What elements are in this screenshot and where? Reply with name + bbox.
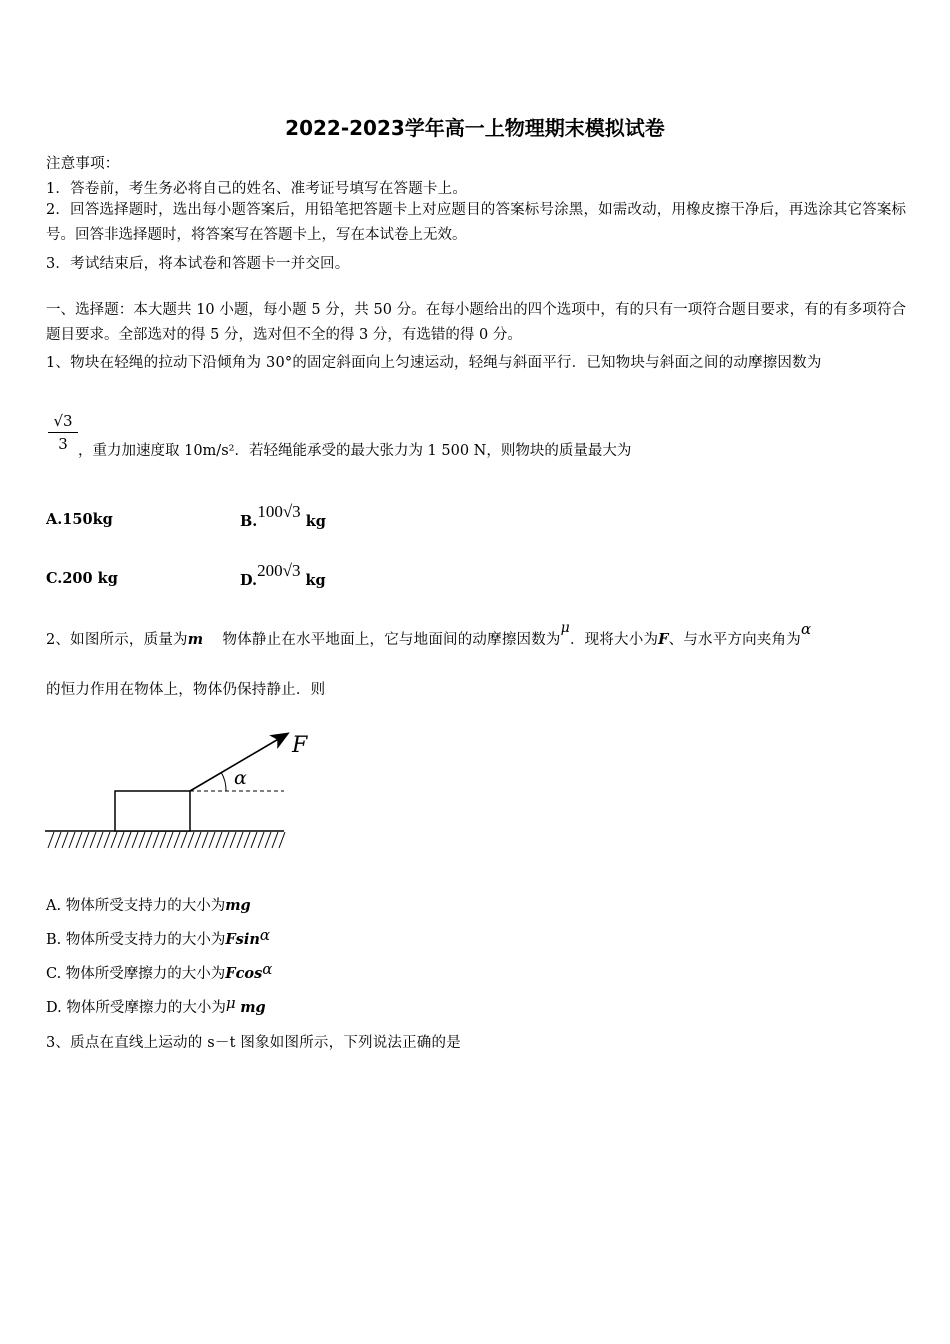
choice-b-text: B. 物体所受支持力的大小为 <box>46 932 226 948</box>
ground-hatch-mark <box>202 832 208 848</box>
ground-hatch-mark <box>265 832 271 848</box>
ground-hatch-mark <box>69 832 75 848</box>
choice-c-alpha: α <box>262 960 273 978</box>
ground-hatch-mark <box>237 832 243 848</box>
q2-mu-symbol: μ <box>560 620 570 636</box>
ground-hatch-mark <box>209 832 215 848</box>
option-d-value: 200√3 <box>257 561 301 580</box>
ground-hatch-mark <box>62 832 68 848</box>
choice-b-alpha: α <box>259 926 271 944</box>
ground-hatch-mark <box>188 832 194 848</box>
q2-stem-part-c: ．现将大小为 <box>569 632 659 648</box>
question-1-stem-continued <box>78 439 631 460</box>
ground-hatch-mark <box>167 832 173 848</box>
choice-b <box>46 928 270 949</box>
option-b-value: 100√3 <box>257 502 301 521</box>
question-2-stem-line2: 的恒力作用在物体上，物体仍保持静止．则 <box>46 682 326 698</box>
ground-hatch-mark <box>111 832 117 848</box>
ground-hatch-mark <box>139 832 145 848</box>
q2-stem-part-d: 、与水平方向夹角为 <box>668 632 801 648</box>
choice-b-math: Fsin <box>225 931 260 948</box>
friction-coefficient-fraction <box>48 412 78 453</box>
notice-item-2: 2．回答选择题时，选出每小题答案后，用铅笔把答题卡上对应题目的答案标号涂黑，如需改动，用橡皮擦干净后，再选涂其它答案标号。回答非选择题时，将答案写在答题卡上，写在本试卷上无效。 <box>46 202 906 243</box>
fraction-numerator: √3 <box>48 412 78 433</box>
ground-hatch-mark <box>48 832 54 848</box>
q2-force-symbol: F <box>658 631 669 648</box>
angle-arc <box>221 772 226 791</box>
question-3-stem: 3、质点在直线上运动的 s－t 图象如图所示，下列说法正确的是 <box>46 1035 461 1051</box>
ground-hatch-mark <box>216 832 222 848</box>
ground-hatch-mark <box>83 832 89 848</box>
ground-hatch-mark <box>132 832 138 848</box>
choice-a-math: mg <box>225 897 251 914</box>
notice-item-1: 1．答卷前，考生务必将自己的姓名、准考证号填写在答题卡上。 <box>46 181 468 197</box>
block <box>115 791 190 831</box>
angle-label: α <box>234 767 247 789</box>
option-b-label: B. <box>240 513 258 530</box>
ground-hatch-mark <box>244 832 250 848</box>
ground-hatching <box>48 832 285 848</box>
ground-hatch-mark <box>90 832 96 848</box>
ground-hatch-mark <box>153 832 159 848</box>
choice-d-mu: μ <box>225 994 236 1012</box>
fraction-denominator: 3 <box>58 435 68 453</box>
force-diagram <box>40 722 320 852</box>
option-b <box>240 502 326 531</box>
question-2-stem <box>46 620 812 649</box>
q2-stem-part-a: 2、如图所示，质量为 <box>46 632 188 648</box>
section-instructions: 一、选择题：本大题共 10 小题，每小题 5 分，共 50 分。在每小题给出的四个选项中，有的只有一项符合题目要求，有的有多项符合题目要求。全部选对的得 5 分，选对但不全的得 3 分，有选错的得 0 分。 <box>46 302 906 343</box>
ground-hatch-mark <box>272 832 278 848</box>
ground-hatch-mark <box>258 832 264 848</box>
ground-hatch-mark <box>146 832 152 848</box>
choice-d-text: D. 物体所受摩擦力的大小为 <box>46 1000 226 1016</box>
notice-heading: 注意事项： <box>46 156 120 172</box>
notice-item-3: 3．考试结束后，将本试卷和答题卡一并交回。 <box>46 256 350 272</box>
ground-hatch-mark <box>174 832 180 848</box>
ground-hatch-mark <box>118 832 124 848</box>
q2-stem-part-b: 物体静止在水平地面上，它与地面间的动摩擦因数为 <box>222 632 561 648</box>
ground-hatch-mark <box>125 832 131 848</box>
choice-c-math: Fcos <box>225 965 263 982</box>
ground-hatch-mark <box>104 832 110 848</box>
ground-hatch-mark <box>279 832 285 848</box>
option-d <box>240 561 326 590</box>
page-title: 2022-2023学年高一上物理期末模拟试卷 <box>285 116 665 140</box>
option-d-unit: kg <box>305 572 326 589</box>
force-label: F <box>292 733 308 758</box>
option-c: C.200 kg <box>46 570 118 587</box>
option-a: A.150kg <box>46 511 113 528</box>
option-d-label: D. <box>240 572 258 589</box>
choice-d <box>46 996 266 1017</box>
ground-hatch-mark <box>230 832 236 848</box>
choice-c-text: C. 物体所受摩擦力的大小为 <box>46 966 226 982</box>
choice-d-math: mg <box>240 999 266 1016</box>
q2-alpha-symbol: α <box>800 620 812 638</box>
choice-c <box>46 962 272 983</box>
ground-hatch-mark <box>251 832 257 848</box>
ground-hatch-mark <box>55 832 61 848</box>
ground-hatch-mark <box>76 832 82 848</box>
ground-hatch-mark <box>97 832 103 848</box>
ground-hatch-mark <box>195 832 201 848</box>
ground-hatch-mark <box>181 832 187 848</box>
choice-a-text: A. 物体所受支持力的大小为 <box>46 898 226 914</box>
q2-mass-symbol: m <box>187 631 204 648</box>
question-1-stem: 1、物块在轻绳的拉动下沿倾角为 30°的固定斜面向上匀速运动，轻绳与斜面平行．已知物块与斜面之间的动摩擦因数为 <box>46 355 822 371</box>
option-b-unit: kg <box>305 513 326 530</box>
choice-a <box>46 894 251 915</box>
question-1-stem-text: ，重力加速度取 10m/s²．若轻绳能承受的最大张力为 1 500 N，则物块的质量最大为 <box>78 443 632 459</box>
ground-hatch-mark <box>223 832 229 848</box>
ground-hatch-mark <box>160 832 166 848</box>
